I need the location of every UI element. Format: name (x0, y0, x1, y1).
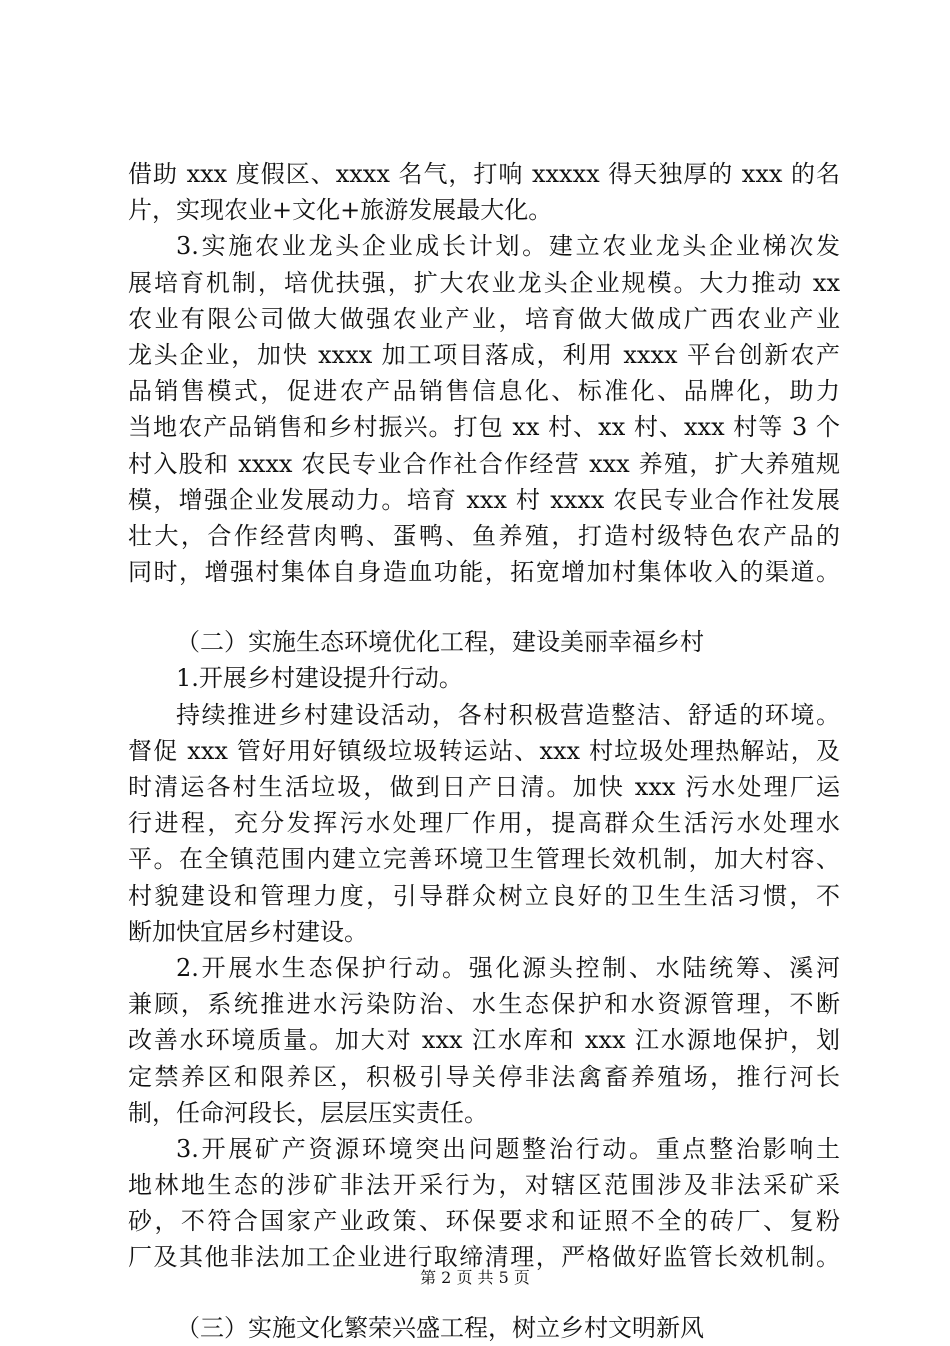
paragraph-line: 断加快宜居乡村建设。 (128, 917, 368, 946)
paragraph-line: 农业有限公司做大做强农业产业，培育做大做成广西农业产业 (128, 304, 840, 333)
paragraph-line: 借助 xxx 度假区、xxxx 名气，打响 xxxxx 得天独厚的 xxx 的名 (128, 160, 840, 188)
paragraph-line: 厂及其他非法加工企业进行取缔清理，严格做好监管长效机制。 (128, 1243, 840, 1272)
paragraph-line: 时清运各村生活垃圾，做到日产日清。加快 xxx 污水处理厂运 (128, 773, 840, 801)
paragraph-line: 兼顾，系统推进水污染防治、水生态保护和水资源管理，不断 (128, 990, 840, 1019)
paragraph-line: 督促 xxx 管好用好镇级垃圾转运站、xxx 村垃圾处理热解站，及 (128, 736, 840, 765)
section-heading: （三）实施文化繁荣兴盛工程，树立乡村文明新风 (176, 1313, 704, 1342)
paragraph-line: 2.开展水生态保护行动。强化源头控制、水陆统筹、溪河 (176, 953, 840, 982)
paragraph-line: 片，实现农业+文化+旅游发展最大化。 (128, 196, 553, 225)
paragraph-line: 持续推进乡村建设活动，各村积极营造整洁、舒适的环境。 (176, 700, 840, 729)
subsection-heading: 1.开展乡村建设提升行动。 (176, 664, 463, 693)
paragraph-line: 龙头企业，加快 xxxx 加工项目落成，利用 xxxx 平台创新农产 (128, 340, 840, 369)
page-number-footer: 第 2 页 共 5 页 (420, 1268, 530, 1287)
paragraph-line: 平。在全镇范围内建立完善环境卫生管理长效机制，加大村容、 (128, 845, 840, 874)
paragraph-line: 同时，增强村集体自身造血功能，拓宽增加村集体收入的渠道。 (128, 558, 840, 587)
paragraph-line: 品销售模式，促进农产品销售信息化、标准化、品牌化，助力 (128, 377, 840, 406)
paragraph-line: 3.开展矿产资源环境突出问题整治行动。重点整治影响土 (176, 1134, 840, 1163)
paragraph-line: 地林地生态的涉矿非法开采行为，对辖区范围涉及非法采矿采 (128, 1171, 840, 1200)
paragraph-line: 砂，不符合国家产业政策、环保要求和证照不全的砖厂、复粉 (128, 1207, 840, 1236)
paragraph-line: 展培育机制，培优扶强，扩大农业龙头企业规模。大力推动 xx (128, 268, 840, 297)
document-body (128, 156, 840, 1346)
paragraph-line: 行进程，充分发挥污水处理厂作用，提高群众生活污水处理水 (128, 809, 840, 838)
paragraph-line: 村入股和 xxxx 农民专业合作社合作经营 xxx 养殖，扩大养殖规 (128, 449, 840, 478)
paragraph-line: 改善水环境质量。加大对 xxx 江水库和 xxx 江水源地保护，划 (128, 1026, 840, 1055)
paragraph-line: 模，增强企业发展动力。培育 xxx 村 xxxx 农民专业合作社发展 (128, 485, 840, 514)
paragraph-line: 制，任命河段长，层层压实责任。 (128, 1098, 488, 1127)
paragraph-line: 3.实施农业龙头企业成长计划。建立农业龙头企业梯次发 (176, 232, 840, 261)
section-heading: （二）实施生态环境优化工程，建设美丽幸福乡村 (176, 628, 704, 657)
paragraph-line: 当地农产品销售和乡村振兴。打包 xx 村、xx 村、xxx 村等 3 个 (128, 413, 840, 442)
paragraph-line: 定禁养区和限养区，积极引导关停非法禽畜养殖场，推行河长 (128, 1062, 840, 1091)
paragraph-line: 壮大，合作经营肉鸭、蛋鸭、鱼养殖，打造村级特色农产品的 (128, 521, 840, 550)
section-gap (128, 590, 840, 624)
paragraph-line: 村貌建设和管理力度，引导群众树立良好的卫生生活习惯，不 (128, 881, 840, 910)
